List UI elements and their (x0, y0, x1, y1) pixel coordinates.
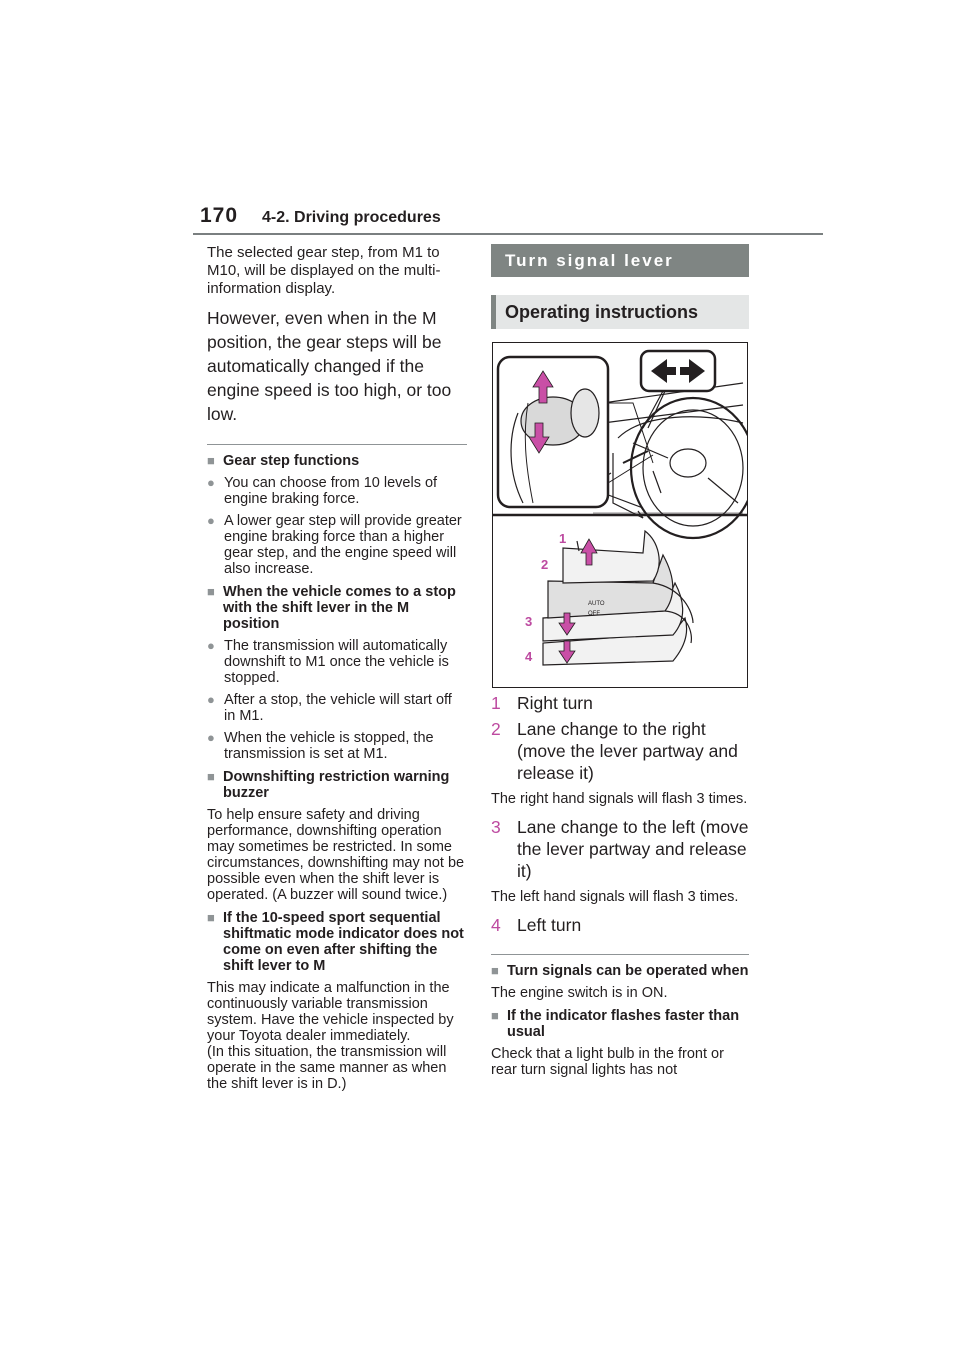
bullet-item: ● After a stop, the vehicle will start off in M1. (207, 692, 467, 724)
operated-heading: ■ Turn signals can be operated when (491, 963, 749, 979)
indicator-heading: ■ If the 10-speed sport sequential shiftmatic mode indicator does not come on even after shifting the shift lever to M (207, 910, 467, 974)
item-label: Left turn (517, 915, 582, 935)
indicator-text-2: (In this situation, the transmission will operate in the same manner as when the shift lever is in D.) (207, 1044, 447, 1092)
item-label: Lane change to the right (move the lever partway and release it) (517, 719, 738, 783)
buzzer-heading: ■ Downshifting restriction warning buzzer (207, 769, 467, 801)
item-number: 1 (491, 693, 501, 713)
item-number: 3 (491, 817, 501, 837)
bullet-item: ● A lower gear step will provide greater engine braking force than a higher gear step, and the engine speed will also increase. (207, 513, 467, 577)
list-item (491, 914, 749, 936)
callout-3: 3 (525, 614, 533, 629)
faster-heading: ■ If the indicator flashes faster than usual (491, 1008, 749, 1040)
intro-small-text: The selected gear step, from M1 to M10, will be displayed on the multi-information display. (207, 244, 441, 297)
callout-4: 4 (525, 649, 533, 664)
list-item (491, 718, 749, 784)
intro-large-text: However, even when in the M position, the gear steps will be automatically changed if the engine speed is too high, or too low. (207, 308, 452, 424)
turn-signal-title: Turn signal lever (491, 244, 749, 277)
page-number: 170 (200, 204, 239, 227)
list-item (491, 816, 749, 882)
indicator-text: This may indicate a malfunction in the continuously variable transmission system. Have the vehicle inspected by your Toyota dealer immediately. (207, 980, 454, 1044)
auto-label: AUTO (588, 601, 605, 607)
item-note: The right hand signals will flash 3 times. (491, 791, 748, 807)
item-label: Right turn (517, 693, 593, 713)
bullet-item: ● The transmission will automatically downshift to M1 once the vehicle is stopped. (207, 638, 467, 686)
divider (207, 444, 467, 445)
item-number: 2 (491, 719, 501, 739)
gear-step-heading: ■ Gear step functions (207, 453, 467, 469)
callout-2: 2 (541, 557, 549, 572)
bullet-item: ● When the vehicle is stopped, the transmission is set at M1. (207, 730, 467, 762)
turn-signal-figure (492, 342, 748, 688)
item-note: The left hand signals will flash 3 times. (491, 889, 739, 905)
item-number: 4 (491, 915, 501, 935)
hand-lever-inset (498, 357, 653, 507)
faster-text: Check that a light bulb in the front or rear turn signal lights has not (491, 1046, 724, 1078)
bullet-item: ● You can choose from 10 levels of engine braking force. (207, 475, 467, 507)
stop-heading: ■ When the vehicle comes to a stop with the shift lever in the M position (207, 584, 467, 632)
left-column (207, 244, 467, 1092)
operated-text: The engine switch is in ON. (491, 985, 668, 1001)
item-label: Lane change to the left (move the lever partway and release it) (517, 817, 749, 881)
right-column (491, 244, 749, 329)
right-column-lower (491, 692, 749, 1078)
buzzer-text: To help ensure safety and driving performance, downshifting operation may sometimes be restricted. In some circumstances, downshifting may not be possible even when the shift lever is operated. (A buzzer will sound twice.) (207, 807, 465, 903)
divider (491, 954, 749, 955)
header-rule (193, 233, 823, 235)
list-item (491, 692, 749, 714)
callout-1: 1 (559, 531, 567, 546)
section-title: 4-2. Driving procedures (262, 209, 441, 226)
off-label: OFF (588, 611, 600, 617)
operating-instructions-heading: Operating instructions (491, 295, 749, 329)
